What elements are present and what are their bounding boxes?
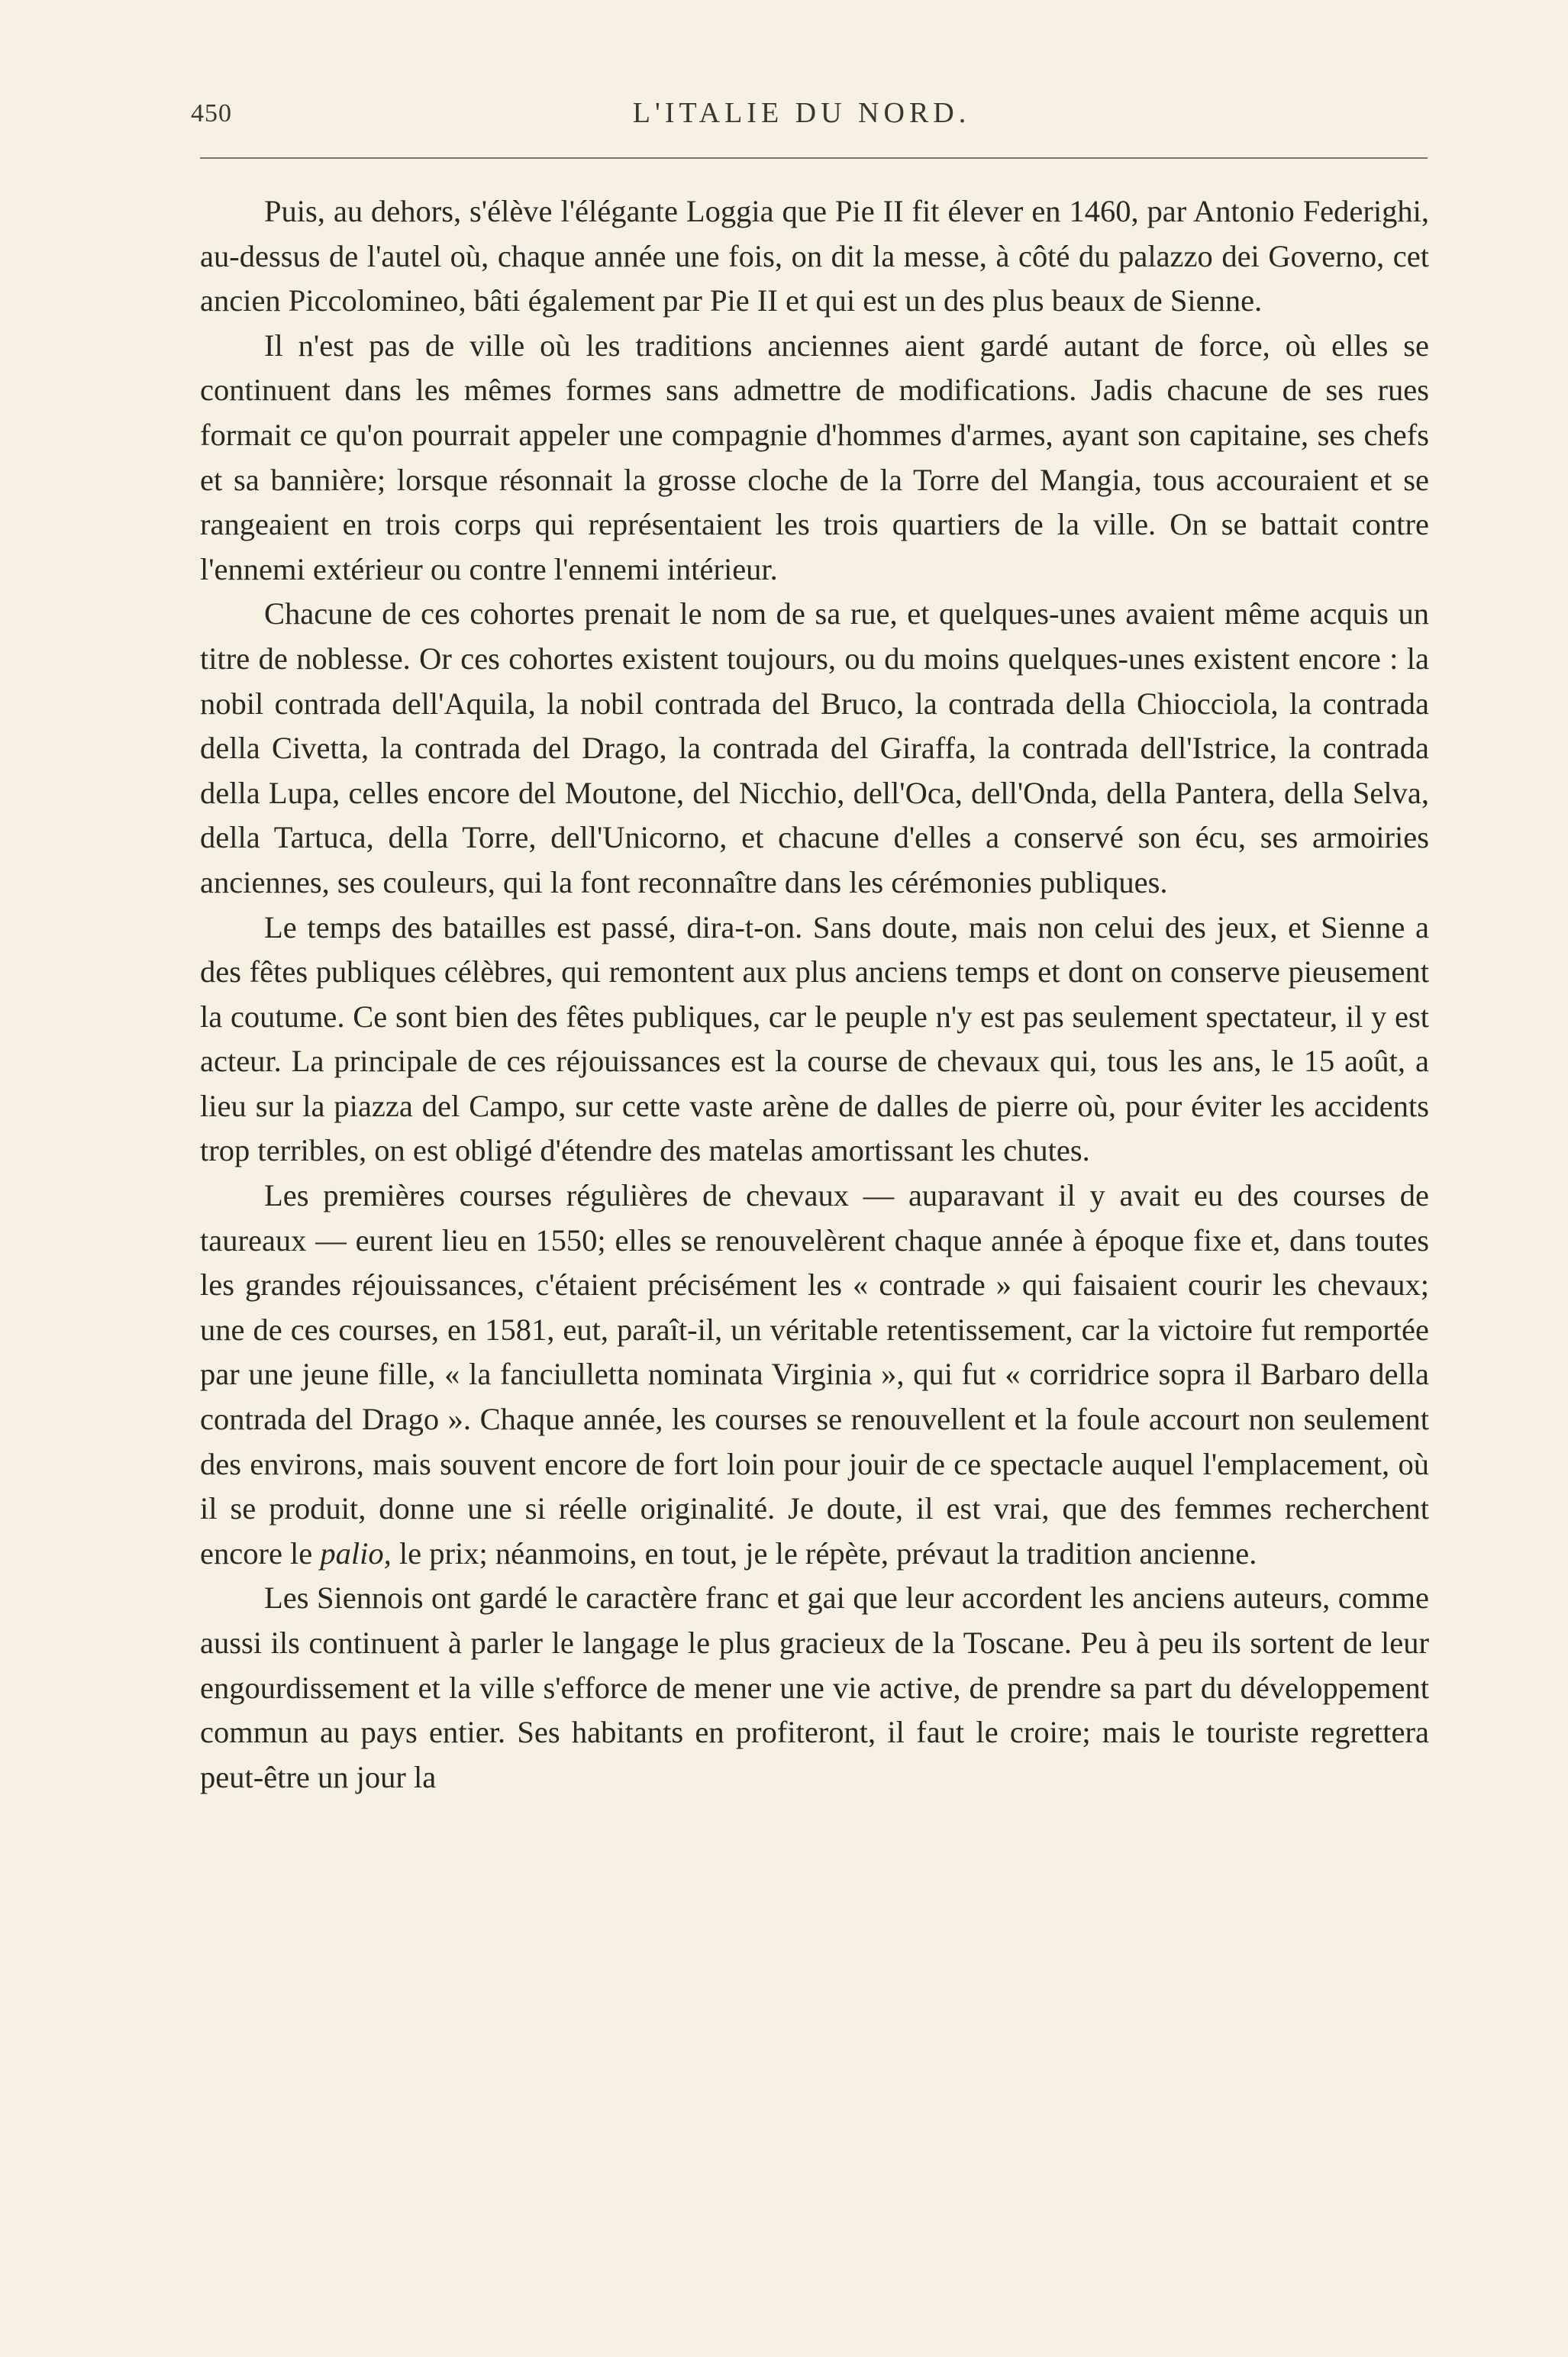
page-header <box>176 86 1428 139</box>
paragraph-cohortes: Chacune de ces cohortes prenait le nom de sa rue, et quelques-unes avaient même acquis un titre de noblesse. Or ces cohortes existent toujours, ou du moins quelques-unes existent encore : la nobil contrada dell'Aquila, la nobil contrada del Bruco, la contrada della Chiocciola, la contrada della Civetta, la contrada del Drago, la contrada del Giraffa, la contrada dell'Istrice, la contrada della Lupa, celles encore del Moutone, del Nicchio, dell'Oca, dell'Onda, della Pantera, della Selva, della Tartuca, della Torre, dell'Unicorno, et chacune d'elles a conservé son écu, ses armoiries anciennes, ses couleurs, qui la font reconnaître dans les cérémonies publiques. <box>200 596 1429 899</box>
paragraph-courses-text: Les premières courses régulières de chevaux — auparavant il y avait eu des courses de taureaux — eurent lieu en 1550; elles se renouvelèrent chaque année à époque fixe et, dans toutes les grandes réjouissances, c'étaient précisément les « contrade » qui faisaient courir les chevaux; une de ces courses, en 1581, eut, paraît-il, un véritable retentissement, car la victoire fut remportée par une jeune fille, « la fanciulletta nominata Virginia », qui fut « corridrice sopra il Barbaro della contrada del Drago ». Chaque année, les courses se renouvellent et la foule accourt non seulement des environs, mais souvent encore de fort loin pour jouir de ce spectacle auquel l'emplacement, où il se produit, donne une si réelle originalité. Je doute, il est vrai, que des femmes recherchent encore le <box>200 1178 1429 1571</box>
paragraph-fetes: Le temps des batailles est passé, dira-t-on. Sans doute, mais non celui des jeux, et Sienne a des fêtes publiques célèbres, qui remontent aux plus anciens temps et dont on conserve pieusement la coutume. Ce sont bien des fêtes publiques, car le peuple n'y est pas seulement spectateur, il y est acteur. La principale de ces réjouissances est la course de chevaux qui, tous les ans, le 15 août, a lieu sur la piazza del Campo, sur cette vaste arène de dalles de pierre où, pour éviter les accidents trop terribles, on est obligé d'étendre des matelas amortissant les chutes. <box>200 909 1429 1168</box>
palio-word: palio, <box>320 1535 392 1571</box>
running-title: L'ITALIE DU NORD. <box>632 97 971 129</box>
paragraph-siennois: Les Siennois ont gardé le caractère franc et gai que leur accordent les anciens auteurs, comme aussi ils continuent à parler le langage le plus gracieux de la Toscane. Peu à peu ils sortent de leur engourdissement et la ville s'efforce de mener une vie active, de prendre sa part du développement commun au pays entier. Ses habitants en profiteront, il faut le croire; mais le touriste regrettera peut-être un jour la <box>200 1580 1429 1794</box>
body-text <box>200 189 1429 1800</box>
paragraph-courses-end: le prix; néanmoins, en tout, je le répète, prévaut la tradition ancienne. <box>391 1535 1257 1571</box>
page-number: 450 <box>191 99 232 128</box>
paragraph-traditions: Il n'est pas de ville où les traditions anciennes aient gardé autant de force, où elles se continuent dans les mêmes formes sans admettre de modifications. Jadis chacune de ses rues formait ce qu'on pourrait appeler une compagnie d'hommes d'armes, ayant son capitaine, ses chefs et sa bannière; lorsque résonnait la grosse cloche de la Torre del Mangia, tous accouraient et se rangeaient en trois corps qui représentaient les trois quartiers de la ville. On se battait contre l'ennemi extérieur ou contre l'ennemi intérieur. <box>200 328 1429 586</box>
paragraph-courses <box>200 1174 1429 1576</box>
paragraph-loggia: Puis, au dehors, s'élève l'élégante Loggia que Pie II fit élever en 1460, par Antonio Federighi, au-dessus de l'autel où, chaque année une fois, on dit la messe, à côté du palazzo dei Governo, cet ancien Piccolomineo, bâti également par Pie II et qui est un des plus beaux de Sienne. <box>200 194 1429 318</box>
header-rule <box>200 157 1428 159</box>
